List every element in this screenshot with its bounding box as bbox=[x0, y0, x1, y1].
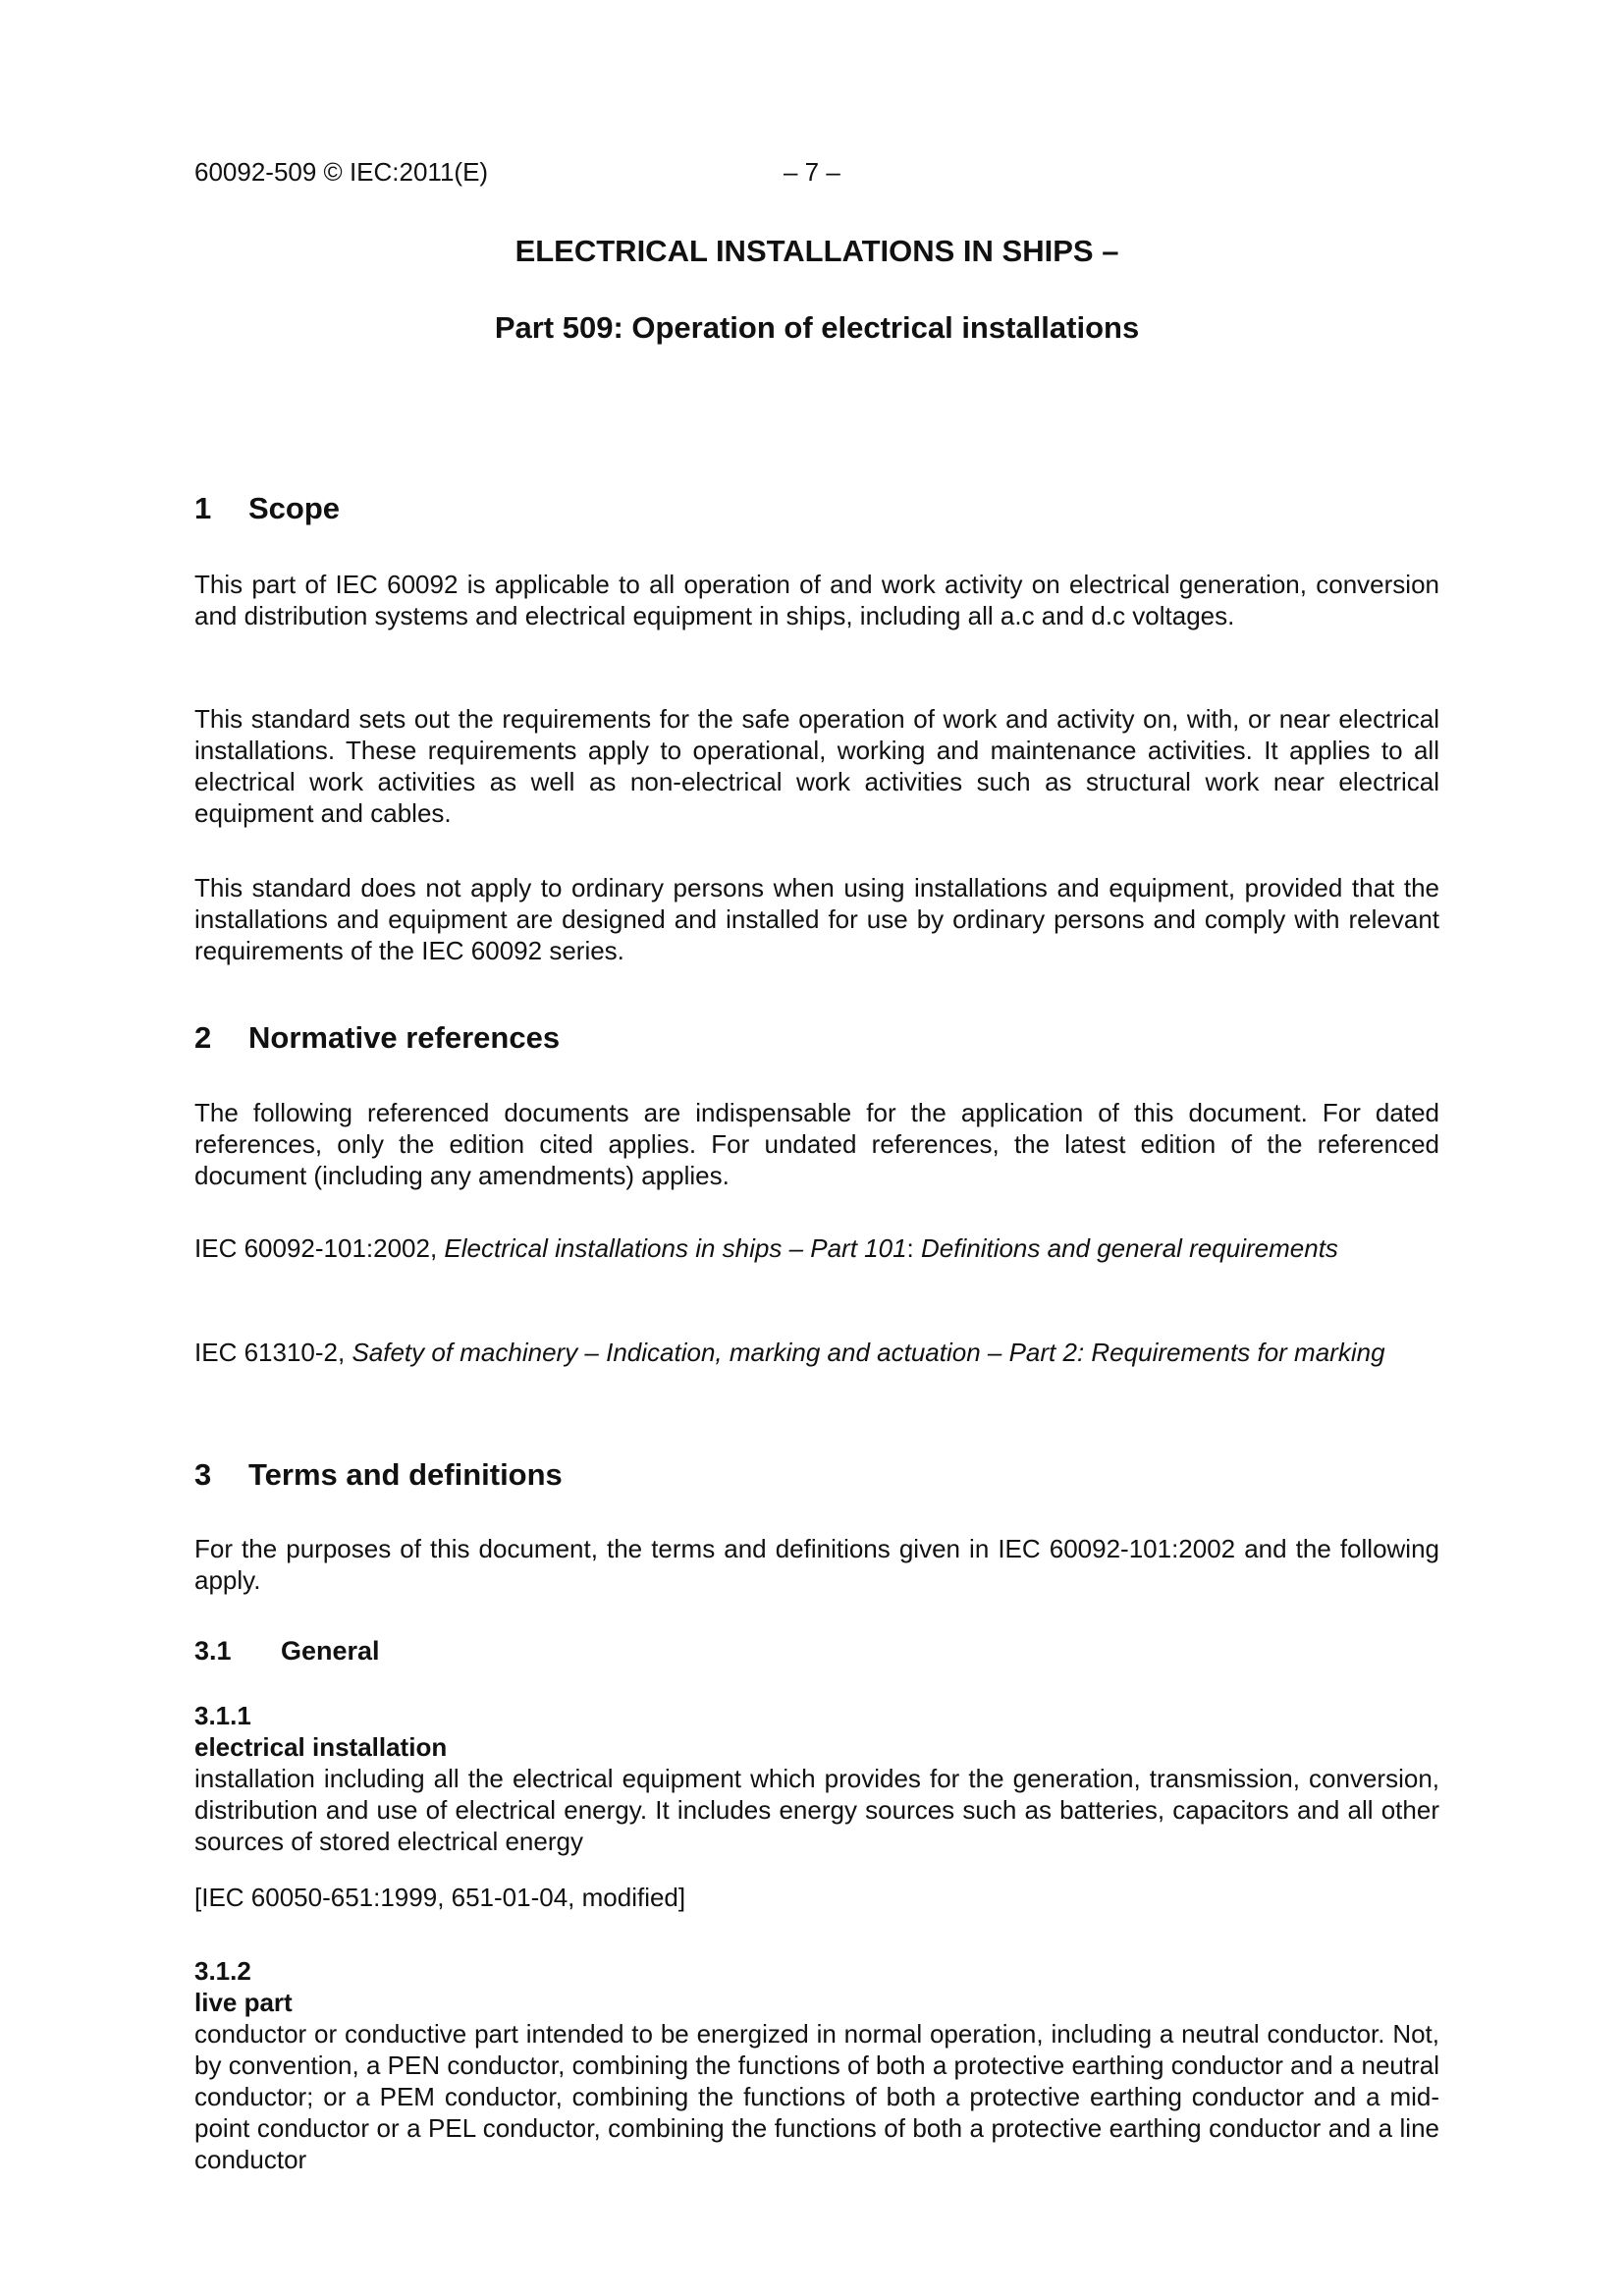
document-title: ELECTRICAL INSTALLATIONS IN SHIPS – bbox=[514, 234, 1119, 268]
reference-title: Safety of machinery – Indication, marking and actuation – Part 2: Requirements for marking bbox=[352, 1338, 1385, 1367]
paragraph: This standard sets out the requirements for the safe operation of work and activity on, with, or near electrical installations. These requirements apply to operational, working and maintenance activities. It applies to all electrical work activities as well as non-electrical work activities such as structural work near electrical equipment and cables. bbox=[194, 704, 1439, 828]
section-heading-scope bbox=[194, 491, 340, 526]
subsection-heading-general bbox=[194, 1636, 380, 1667]
reference-separator: : bbox=[906, 1233, 921, 1263]
reference-entry bbox=[194, 1232, 1439, 1264]
document-subtitle: Part 509: Operation of electrical installations bbox=[494, 310, 1140, 345]
page-number: – 7 – bbox=[784, 157, 840, 187]
section-title: Terms and definitions bbox=[248, 1457, 563, 1492]
term-name: electrical installation bbox=[194, 1732, 448, 1762]
term-definition: conductor or conductive part intended to be energized in normal operation, including a neutral conductor. Not, by convention, a PEN conductor, combining the functions of both a protective earthing conductor and a neutral conductor; or a PEM conductor, combining the functions of both a protective earthing conductor and a mid-point conductor or a PEL conductor, combining the functions of both a protective earthing conductor and a line conductor bbox=[194, 2019, 1439, 2174]
paragraph: For the purposes of this document, the terms and definitions given in IEC 60092-101:2002 and the following apply. bbox=[194, 1534, 1439, 1595]
term-number: 3.1.2 bbox=[194, 1956, 251, 1986]
subsection-number: 3.1 bbox=[194, 1636, 232, 1666]
reference-code: IEC 61310-2, bbox=[194, 1338, 352, 1367]
section-title: Scope bbox=[248, 491, 341, 525]
subsection-title: General bbox=[281, 1636, 380, 1666]
section-number: 3 bbox=[194, 1457, 212, 1492]
reference-entry bbox=[194, 1337, 1439, 1368]
document-id: 60092-509 © IEC:2011(E) bbox=[194, 157, 489, 187]
section-title: Normative references bbox=[248, 1020, 561, 1055]
section-number: 2 bbox=[194, 1020, 212, 1055]
term-definition: installation including all the electrical equipment which provides for the generation, transmission, conversion, distribution and use of electrical energy. It includes energy sources such as batteries, capacitors and all other sources of stored electrical energy bbox=[194, 1764, 1439, 1856]
paragraph: This part of IEC 60092 is applicable to all operation of and work activity on electrical generation, conversion and distribution systems and electrical equipment in ships, including all a.c and d.c voltages. bbox=[194, 570, 1439, 630]
paragraph: This standard does not apply to ordinary persons when using installations and equipment, provided that the installations and equipment are designed and installed for use by ordinary persons and comply with relevant requirements of the IEC 60092 series. bbox=[194, 873, 1439, 965]
paragraph: The following referenced documents are indispensable for the application of this document. For dated references, only the edition cited applies. For undated references, the latest edition of the referenced document (including any amendments) applies. bbox=[194, 1098, 1439, 1190]
section-number: 1 bbox=[194, 491, 212, 525]
term-source: [IEC 60050-651:1999, 651-01-04, modified] bbox=[194, 1883, 686, 1912]
section-heading-normative-references bbox=[194, 1020, 560, 1056]
reference-title: Definitions and general requirements bbox=[921, 1233, 1338, 1263]
term-number: 3.1.1 bbox=[194, 1701, 251, 1730]
reference-code: IEC 60092-101:2002, bbox=[194, 1233, 445, 1263]
term-name: live part bbox=[194, 1988, 293, 2017]
page-header bbox=[194, 157, 1439, 196]
reference-title: Electrical installations in ships – Part 101 bbox=[444, 1233, 907, 1263]
section-heading-terms-definitions bbox=[194, 1457, 563, 1493]
